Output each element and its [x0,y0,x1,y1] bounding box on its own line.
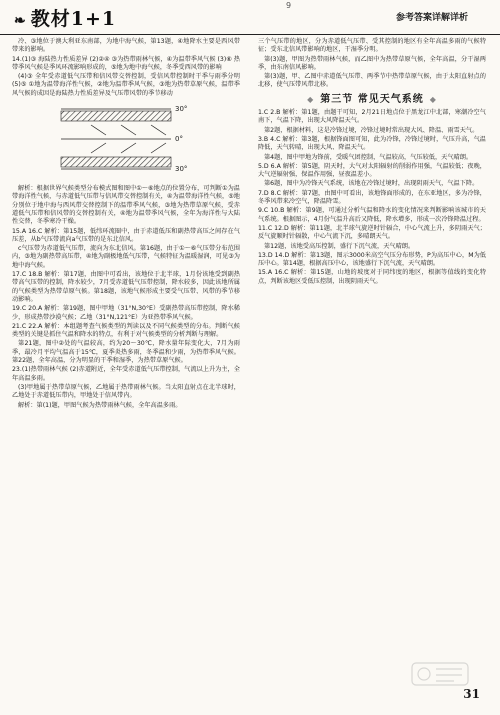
answer-paragraph: 19.C 20.A 解析：第19题，图中甲地（31°N,30°E）受副热带高压带控制，降水稀少，形成热带沙漠气候；乙地（31°N,121°E）为亚热带季风气候。 [12,305,240,321]
high-pressure-belt-top [61,111,171,121]
section-title-text: 第三节 常见天气系统 [320,93,424,105]
page-header [0,0,500,35]
book-logo [14,4,116,31]
answer-paragraph: 14.(1)③ 海陆热力性质差异 (2)②④ ③为热带雨林气候，④为温带季风气候 (3)⑥ 热带季风气候是季风环流影响形成的，⑤地为地中海气候，冬季受西风带的影响 [12,55,240,71]
header-title: 参考答案详解详析 [395,13,468,23]
ornament-icon: ◆ [429,94,437,104]
answer-paragraph: 第6题，图中为冷锋天气系统，该地在冷锋过境时，出现阴雨天气，气温下降。 [264,180,479,188]
pressure-belt-diagram [51,101,201,181]
answer-paragraph: 三个气压带的地区，分为赤道低气压带、受其控制的地区有全年高温多雨的气候特征；受东北信风带影响的地区，干湿季分明。 [258,38,486,54]
answer-paragraph: 15.A 16.C 解析：第15题，山地的坡度对于同纬度的地区，根据等值线的变化特点，判断该地区受低压控制，出现阴雨天气。 [258,269,486,285]
answer-paragraph: 冷、③地位于澳大利亚东南部，为地中海气候，第13题，④地降水主要是西风带带来的影响。 [12,38,240,54]
page-top-number: 9 [286,1,292,10]
answer-paragraph: 15.A 16.C 解析：第15题，低纬环流圈中，由于赤道低压和副热带高压之间存在气压差，从b气压带流向a气压带的是东北信风。 [12,227,240,243]
answer-paragraph: 9.C 10.B 解析：第9题，可通过分析气温和降水的变化情况来判断影响该城市的天气系统。根据图示，4月份气温升高后又降低，降水增多，形成一次冷锋降温过程。 [258,207,486,223]
answer-paragraph: c气压带为赤道低气压带，流向为东北信风。第16题，由于①～⑥气压带分布范围内，③地为副热带高压带，④地为副极地低气压带，气候特征为温暖湿润，可见③为地中海气候。 [12,245,240,269]
left-column [12,38,240,411]
logo-text: 教材1+1 [30,8,117,30]
answer-paragraph: (3)甲地属于热带草原气候，乙地属于热带雨林气候。当太阳直射点在北半球时，乙地处于赤道低压带内，甲地处于信风带内。 [12,383,240,400]
answer-paragraph: 7.D 8.C 解析：第7题，由图中可看出，该地锋面形成的，在东亚地区，多为冷锋，冬季风带来冷空气，降温降雪。 [258,189,486,206]
section-heading [258,93,486,105]
answer-paragraph: (4)③ 全年受赤道低气压带和信风带交替控制，受信风带控制时干季与雨季分明 (5)⑤ ①地为温带海洋性气候，②地为温带季风气候，③地为热带草原气候，温带季风气候的成因是海陆热力性质差异及气压带风带的季节移动 [12,73,240,97]
label-mid: 0° [175,135,183,144]
label-top: 30° [175,105,188,114]
answer-paragraph: 第2题，根据材料，这是冷锋过境，冷锋过境时常出现大风、降温、雨雪天气。 [264,126,479,134]
answer-paragraph: 1.C 2.B 解析：第1题，由题干可知，2月21日地点位于黑龙江中北部，寒潮冷空气南下，气温下降，出现大风降温天气。 [258,109,486,125]
answer-paragraph: 第12题，该地受高压控制，盛行下沉气流，天气晴朗。 [264,242,415,250]
answer-paragraph: 第4题，图中甲地为锋前，受暖气团控制，气温较高，气压较低，天气晴朗。 [264,153,473,161]
answer-paragraph: 第(3)题，甲、乙图中赤道低气压带、两季节中热带草原气候，由于太阳直射点的北移，使气压带风带北移。 [258,73,486,89]
answer-paragraph: 21.C 22.A 解析：本组题考查气候类型的判读以及不同气候类型的分布。判断气候类型的关键是抓住气温和降水的特点，有利于对气候类型的分析判断与理解。 [12,322,240,339]
label-bot: 30° [175,165,188,174]
answer-paragraph: 11.C 12.D 解析：第11题，北半球气旋逆时针辐合，中心气流上升，多阴雨天气；反气旋顺时针辐散，中心气流下沉，多晴朗天气。 [258,224,486,241]
answer-paragraph: 第21题，图中②处的气温较高，约为20～30℃，降水量年际变化大，7月为雨季，最冷月平均气温高于15℃，夏季炎热多雨，冬季温和少雨，为热带季风气候。第22题，全年高温，分为明显的干季和湿季，为热带草原气候。 [12,340,240,365]
ornament-icon: ◆ [307,94,315,104]
right-column [258,38,486,287]
answer-paragraph: 5.D 6.A 解析：第5题，阴天时，大气对太阳辐射的削弱作用强，气温较低；夜晚，大气逆辐射强，保温作用强，昼夜温差小。 [258,162,486,179]
answer-paragraph: 17.C 18.B 解析：第17题，由图中可看出，该地位于北半球，1月份该地受到副热带高气压带的控制，降水较少，7月受赤道低气压带控制，降水较多，因此该地所属的气候类型为热带草原气候。第18题，该地气候形成主要受气压带、风带的季节移动影响。 [12,271,240,303]
answer-paragraph: 第(3)题，甲图为热带雨林气候，而乙图中为热带草原气候，全年高温，分干湿两季，由东南信风影响。 [258,55,486,71]
answer-paragraph: 解析：根据世界气候类型分布模式图和图中①～⑥地点的位置分布，可判断①为温带海洋性气候，与赤道低气压带与信风带交替控制有关，④为温带海洋性气候，⑤地分别位于地中海与西风带交替控制下的温带季风气候，③地为热带草原气候，受赤道低气压带和信风带的交替控制有关，④地为温带季风气候，全年为海洋性与大陆性交替，冬季寒冷干燥。 [12,185,240,226]
watermark-logo-icon [410,659,470,689]
high-pressure-belt-bottom [61,157,171,167]
page-number: 31 [463,687,480,701]
bird-icon: ❧ [14,13,27,29]
answer-paragraph: 23.(1)热带雨林气候 (2)赤道附近，全年受赤道低气压带控制，气流以上升为主，全年高温多雨。 [12,366,240,382]
answer-paragraph: 3.B 4.C 解析：第3题，根据锋面图可知，此为冷锋，冷锋过境时，气压升高，气温降低，天气转晴，出现大风、降温天气。 [258,135,486,152]
answer-paragraph: 解析：第(1)题，甲图气候为热带雨林气候，全年高温多雨。 [18,401,182,409]
answer-paragraph: 13.D 14.D 解析：第13题，图示3000米高空气压分布形势，P为高压中心，M为低压中心。第14题，根据高压中心，该地盛行下沉气流，天气晴朗。 [258,251,486,268]
